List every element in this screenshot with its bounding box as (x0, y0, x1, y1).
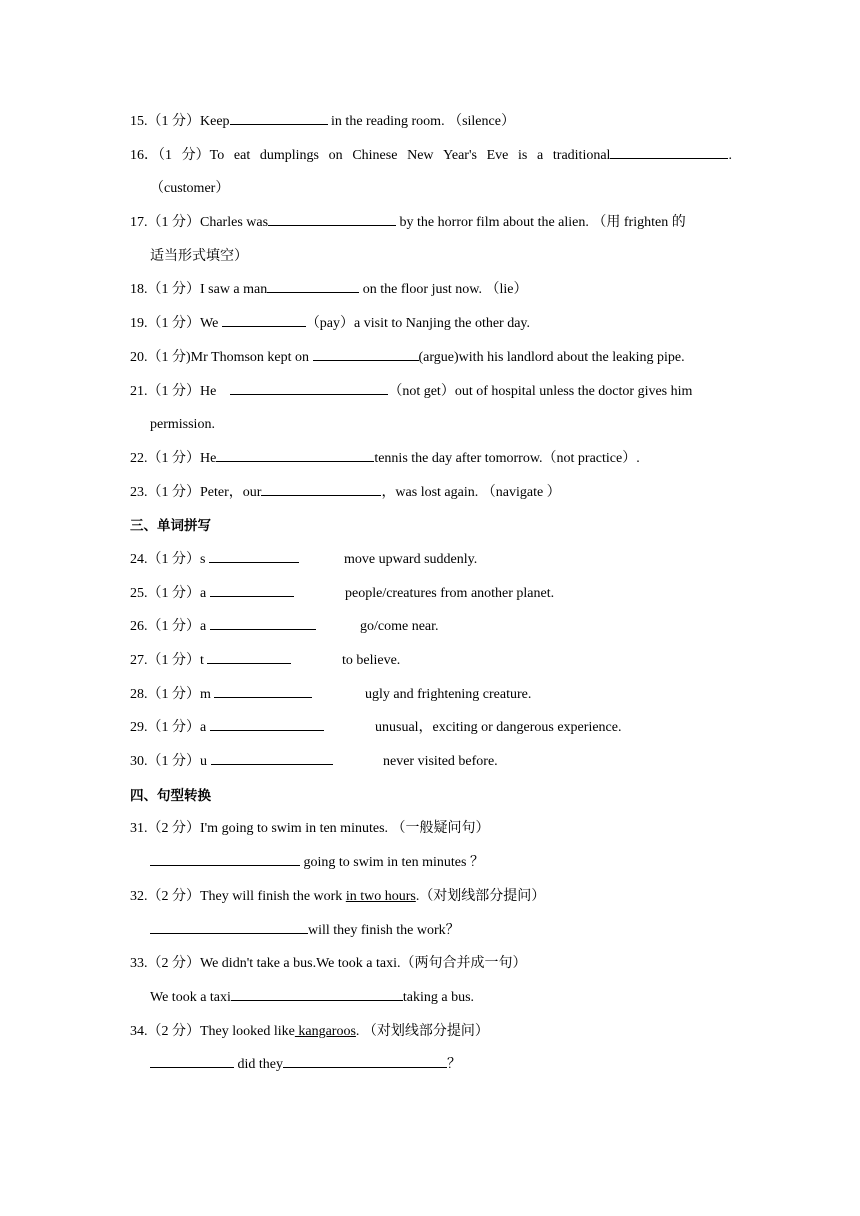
question-20-text: 20.（1 分)Mr Thomson kept on (130, 349, 313, 365)
question-33 (130, 950, 732, 984)
answer-blank[interactable] (267, 277, 359, 293)
question-25 (130, 580, 732, 614)
question-30 (130, 748, 732, 782)
question-18 (130, 276, 732, 310)
question-24-text: 24.（1 分）s (130, 551, 209, 567)
question-22-text: 22.（1 分）He (130, 450, 217, 466)
word: a (537, 147, 544, 163)
word-with-blank: traditional . (553, 142, 732, 176)
definition-text: never visited before. (383, 754, 498, 770)
question-24 (130, 546, 732, 580)
word: on (328, 147, 343, 163)
question-15-text: 15.（1 分）Keep (130, 114, 230, 129)
definition-text: ugly and frightening creature. (365, 686, 532, 702)
definition-text: people/creatures from another planet. (345, 585, 555, 601)
answer-blank[interactable] (268, 210, 396, 226)
question-32-answer (130, 917, 732, 951)
answer-blank[interactable] (216, 446, 374, 462)
answer-blank[interactable] (222, 311, 306, 327)
answer-blank[interactable] (610, 143, 728, 159)
question-27-text: 27.（1 分）t (130, 653, 208, 668)
question-29-text: 29.（1 分）a (130, 720, 210, 736)
question-16 (130, 142, 732, 176)
underlined-phrase: in two hours (345, 888, 416, 904)
answer-prefix: We took a taxi (150, 989, 231, 1005)
question-22 (130, 445, 732, 479)
answer-blank[interactable] (150, 1052, 234, 1068)
underlined-phrase: kangaroos (294, 1023, 356, 1039)
question-23-hint: ，was lost again. （navigate ） (381, 484, 561, 500)
question-23-text: 23.（1 分）Peter，our (130, 484, 262, 500)
answer-suffix: will they finish the work？ (308, 922, 460, 938)
question-31-text: 31.（2 分）I'm going to swim in ten minutes. （一般疑问句） (130, 821, 490, 837)
question-22-hint: tennis the day after tomorrow.（not practice）. (374, 450, 640, 466)
word: dumplings (259, 147, 319, 163)
answer-blank[interactable] (230, 379, 388, 395)
question-21-cont (130, 411, 732, 445)
question-32-text: 32.（2 分）They will finish the work (130, 888, 346, 904)
answer-blank[interactable] (230, 109, 328, 125)
question-27 (130, 647, 732, 681)
word: Eve (486, 147, 509, 163)
question-21 (130, 378, 732, 412)
question-19 (130, 310, 732, 344)
hint-text: （customer） (150, 181, 230, 197)
question-19-hint: （pay）a visit to Nanjing the other day. (305, 316, 531, 332)
answer-suffix: taking a bus. (402, 989, 475, 1005)
answer-blank[interactable] (231, 985, 403, 1001)
question-17-cont (130, 243, 732, 277)
question-29 (130, 714, 732, 748)
question-25-text: 25.（1 分）a (130, 585, 210, 601)
question-28 (130, 681, 732, 715)
answer-blank[interactable] (150, 918, 308, 934)
answer-blank[interactable] (210, 614, 316, 630)
answer-blank[interactable] (211, 749, 333, 765)
question-32 (130, 883, 732, 917)
question-34 (130, 1018, 732, 1052)
question-34-answer (130, 1051, 732, 1085)
answer-middle: did they (234, 1057, 283, 1073)
question-17-text: 17.（1 分）Charles was (130, 215, 269, 231)
answer-suffix: going to swim in ten minutes ？ (300, 855, 484, 871)
definition-text: go/come near. (360, 619, 439, 635)
question-18-text: 18.（1 分）I saw a man (130, 282, 268, 298)
answer-blank[interactable] (210, 581, 294, 597)
question-30-text: 30.（1 分）u (130, 754, 211, 770)
question-16-hint (130, 175, 732, 209)
question-28-text: 28.（1 分）m (130, 686, 215, 702)
question-33-answer (130, 984, 732, 1018)
section-heading-transformation: 四、句型转换 (130, 787, 211, 804)
definition-text: to believe. (342, 653, 401, 668)
hint-text: 适当形式填空） (150, 248, 248, 264)
word: is (518, 147, 528, 163)
answer-blank[interactable] (313, 345, 419, 361)
word: Chinese (352, 147, 398, 163)
answer-blank[interactable] (209, 547, 299, 563)
definition-text: move upward suddenly. (344, 551, 478, 567)
answer-blank[interactable] (150, 850, 300, 866)
question-18-hint: on the floor just now. （lie） (359, 282, 528, 298)
answer-blank[interactable] (207, 648, 291, 664)
question-26 (130, 613, 732, 647)
word: New (407, 147, 434, 163)
continuation-text: permission. (150, 417, 215, 433)
question-31 (130, 815, 732, 849)
question-33-text: 33.（2 分）We didn't take a bus.We took a taxi.（两句合并成一句） (130, 956, 527, 972)
question-15-hint: in the reading room. （silence） (327, 114, 515, 129)
answer-blank[interactable] (283, 1052, 447, 1068)
answer-blank[interactable] (210, 715, 324, 731)
question-17-hint: by the horror film about the alien. （用 frighten 的 (396, 215, 686, 231)
exam-page (130, 108, 732, 1085)
section-heading-spelling: 三、单词拼写 (130, 518, 211, 535)
question-17 (130, 209, 732, 243)
word: 16．（1 (130, 147, 172, 163)
question-23 (130, 479, 732, 513)
word: 分）To (181, 147, 225, 163)
answer-blank[interactable] (214, 682, 312, 698)
question-34-hint: . （对划线部分提问） (355, 1023, 489, 1039)
question-26-text: 26.（1 分）a (130, 619, 210, 635)
word: eat (233, 147, 251, 163)
question-21-text: 21.（1 分）He (130, 383, 217, 399)
question-20-hint: (argue)with his landlord about the leaking pipe. (418, 349, 685, 365)
answer-blank[interactable] (261, 480, 381, 496)
question-21-hint: （not get）out of hospital unless the doctor gives him (388, 383, 693, 399)
question-20 (130, 344, 732, 378)
answer-suffix: ？ (447, 1057, 461, 1073)
definition-text: unusual，exciting or dangerous experience. (375, 720, 622, 736)
question-19-text: 19.（1 分）We (130, 316, 222, 332)
question-31-answer (130, 849, 732, 883)
question-15 (130, 108, 732, 142)
question-34-text: 34.（2 分）They looked like (130, 1023, 295, 1039)
question-32-hint: .（对划线部分提问） (415, 888, 546, 904)
word: Year's (443, 147, 477, 163)
